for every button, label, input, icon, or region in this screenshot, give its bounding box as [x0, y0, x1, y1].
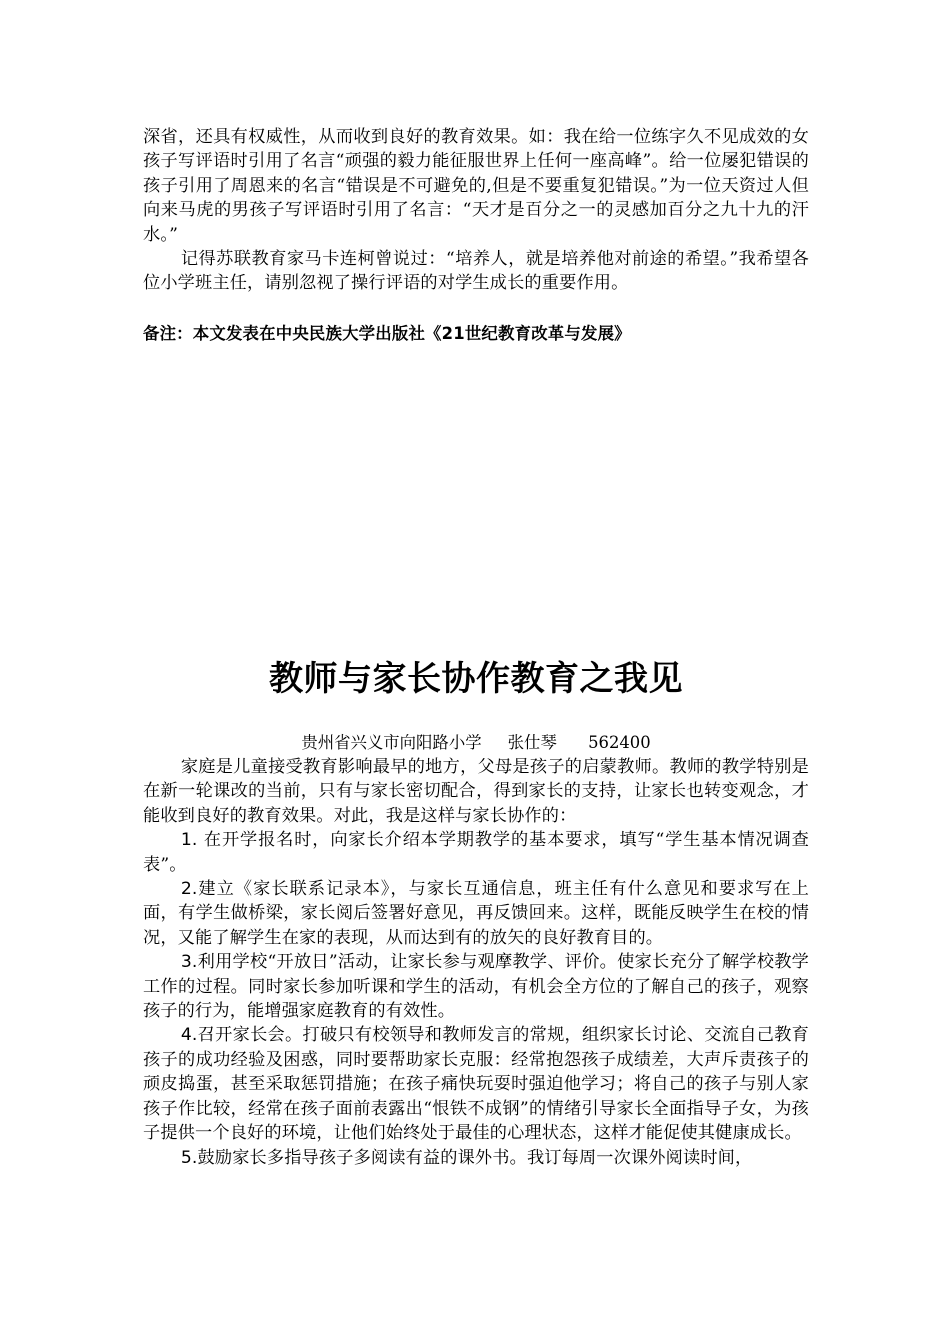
item-number: 2. [180, 879, 198, 900]
list-item [143, 877, 809, 950]
article-byline: 贵州省兴义市向阳路小学 张仕琴 562400 [301, 733, 651, 752]
item-text: 利用学校“开放日”活动，让家长参与观摩教学、评价。使家长充分了解学校教学工作的过程。同时家长参加听课和学生的活动，有机会全方位的了解自己的孩子，观察孩子的行为，能增强家庭教育的有效性。 [143, 952, 809, 1022]
item-text: 召开家长会。打破只有校领导和教师发言的常规，组织家长讨论、交流自己教育孩子的成功经验及困惑，同时要帮助家长克服：经常抱怨孩子成绩差，大声斥责孩子的顽皮捣蛋，甚至采取惩罚措施；在孩子痛快玩耍时强迫他学习；将自己的孩子与别人家孩子作比较，经常在孩子面前表露出“恨铁不成钢”的情绪引导家长全面指导子女，为孩子提供一个良好的环境，让他们始终处于最佳的心理状态，这样才能促使其健康成长。 [143, 1025, 809, 1144]
item-number: 1. [180, 830, 198, 851]
list-item [143, 828, 809, 877]
paragraph: 深省，还具有权威性，从而收到良好的教育效果。如：我在给一位练字久不见成效的女孩子写评语时引用了名言“顽强的毅力能征服世界上任何一座高峰”。给一位屡犯错误的孩子引用了周恩来的名言“错误是不可避免的,但是不要重复犯错误。”为一位天资过人但向来马虎的男孩子写评语时引用了名言：“天才是百分之一的灵感加百分之九十九的汗水。” [143, 127, 809, 245]
publication-note: 备注：本文发表在中央民族大学出版社《21世纪教育改革与发展》 [143, 324, 631, 343]
item-text: 鼓励家长多指导孩子多阅读有益的课外书。我订每周一次课外阅读时间， [197, 1147, 753, 1168]
list-item [143, 950, 809, 1023]
item-number: 5. [180, 1147, 198, 1168]
item-number: 3. [180, 952, 198, 973]
intro-paragraph: 家庭是儿童接受教育影响最早的地方，父母是孩子的启蒙教师。教师的教学特别是在新一轮课改的当前，只有与家长密切配合，得到家长的支持，让家长也转变观念，才能收到良好的教育效果。对此，我是这样与家长协作的： [143, 757, 809, 826]
item-text: 建立《家长联系记录本》，与家长互通信息，班主任有什么意见和要求写在上面，有学生做桥梁，家长阅后签署好意见，再反馈回来。这样，既能反映学生在校的情况，又能了解学生在家的表现，从而达到有的放矢的良好教育目的。 [143, 879, 809, 948]
list-item [143, 1023, 809, 1145]
article-body [143, 755, 809, 1170]
paragraph: 记得苏联教育家马卡连柯曾说过：“培养人，就是培养他对前途的希望。”我希望各位小学班主任，请别忽视了操行评语的对学生成长的重要作用。 [143, 249, 809, 294]
item-text: 在开学报名时，向家长介绍本学期教学的基本要求，填写“学生基本情况调查表”。 [143, 830, 809, 875]
article-title: 教师与家长协作教育之我见 [269, 659, 683, 699]
previous-article-text [143, 125, 809, 296]
list-item [143, 1146, 809, 1170]
item-number: 4. [180, 1025, 198, 1046]
